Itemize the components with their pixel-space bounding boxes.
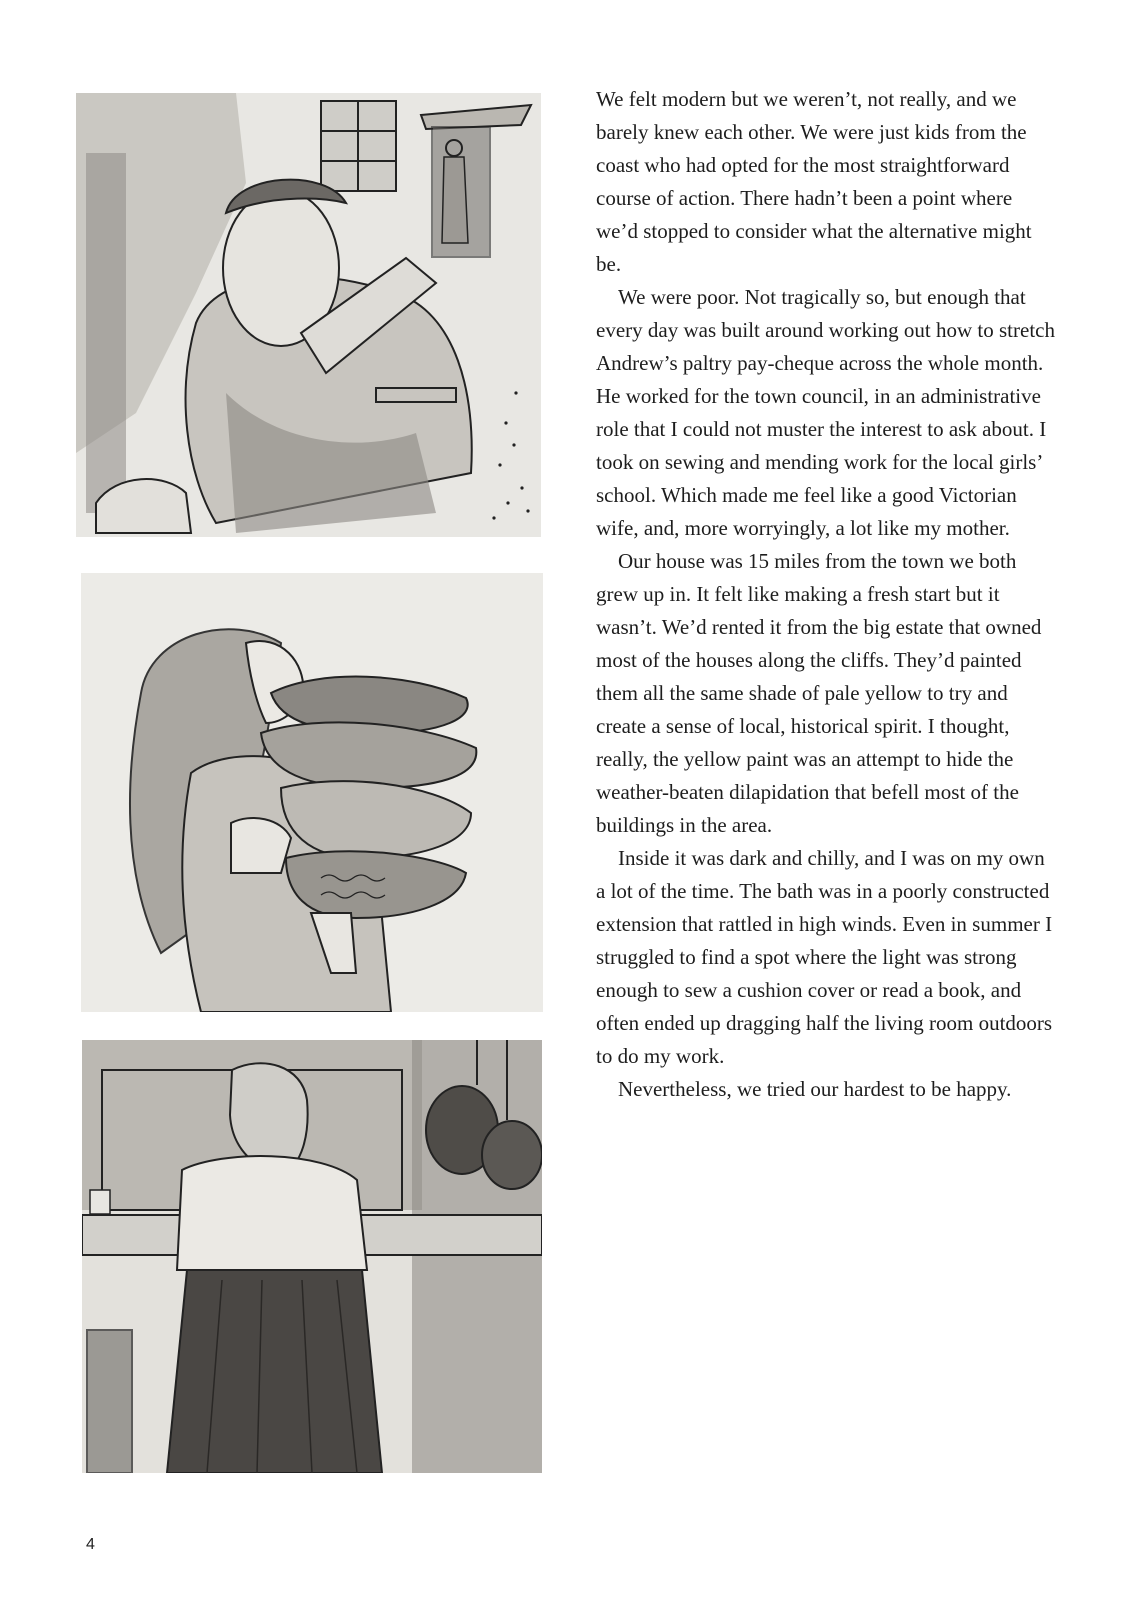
illustration-panel-man-walking: [76, 93, 541, 537]
story-paragraph-5: Nevertheless, we tried our hardest to be happy.: [618, 1077, 1012, 1101]
illustration-man-walking: [76, 93, 541, 537]
story-text: [596, 83, 1056, 1106]
page-number: 4: [86, 1536, 95, 1553]
illustration-woman-at-sink: [82, 1040, 542, 1473]
illustration-panel-woman-carrying-fabric: [81, 573, 543, 1012]
illustration-woman-carrying-fabric: [81, 573, 543, 1012]
illustration-panel-woman-at-sink: [82, 1040, 542, 1473]
story-paragraph-3: Our house was 15 miles from the town we both grew up in. It felt like making a fresh start but it wasn’t. We’d rented it from the big estate that owned most of the houses along the cliffs. They’d painted them all the same shade of pale yellow to try and create a sense of local, historical spirit. I thought, really, the yellow paint was an attempt to hide the weather-beaten dilapidation that befell most of the buildings in the area.: [596, 549, 1042, 837]
story-paragraph-2: We were poor. Not tragically so, but enough that every day was built around working out how to stretch Andrew’s paltry pay-cheque across the whole month. He worked for the town council, in an administrative role that I could not muster the interest to ask about. I took on sewing and mending work for the local girls’ school. Which made me feel like a good Victorian wife, and, more worryingly, a lot like my mother.: [596, 285, 1055, 540]
story-paragraph-1: We felt modern but we weren’t, not really, and we barely knew each other. We were just kids from the coast who had opted for the most straightforward course of action. There hadn’t been a point where we’d stopped to consider what the alternative might be.: [596, 87, 1032, 276]
story-paragraph-4: Inside it was dark and chilly, and I was on my own a lot of the time. The bath was in a poorly constructed extension that rattled in high winds. Even in summer I struggled to find a spot where the light was strong enough to sew a cushion cover or read a book, and often ended up dragging half the living room outdoors to do my work.: [596, 846, 1053, 1068]
